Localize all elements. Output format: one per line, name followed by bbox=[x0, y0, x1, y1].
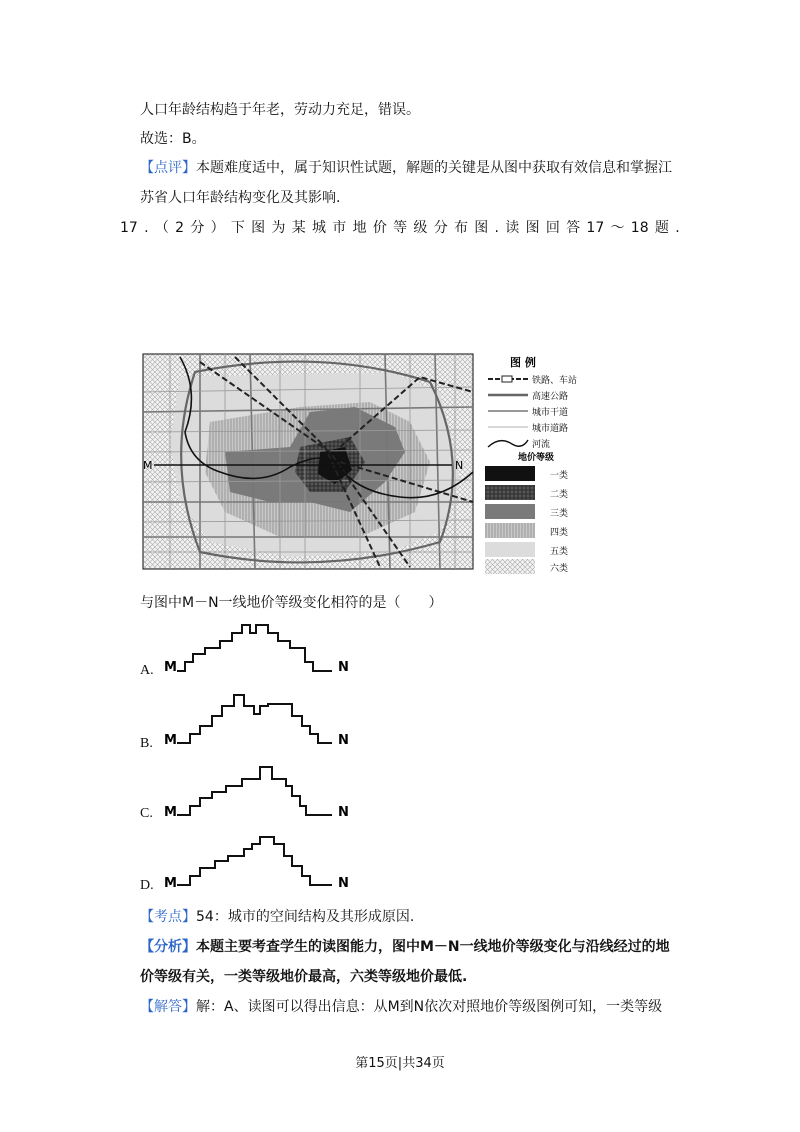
q17-char: 某 bbox=[291, 220, 306, 236]
kaodian-tag: 【考点】 bbox=[140, 909, 196, 925]
q17-char: ～ bbox=[610, 220, 625, 236]
option-a-line bbox=[177, 625, 332, 671]
legend-grade-5: 五类 bbox=[550, 547, 569, 557]
legend-grade-6: 六类 bbox=[550, 564, 569, 574]
fenxi-text-1: 本题主要考查学生的读图能力，图中M－N一线地价等级变化与沿线经过的地 bbox=[196, 939, 670, 955]
option-c-m: M bbox=[164, 805, 177, 820]
option-b-m: M bbox=[164, 733, 177, 748]
option-b-label[interactable]: B. bbox=[140, 736, 153, 751]
legend-arterial: 城市干道 bbox=[532, 408, 569, 418]
q17-char: （ bbox=[154, 220, 169, 236]
question-prompt: 与图中M－N一线地价等级变化相符的是（ ） bbox=[140, 595, 443, 611]
q17-char: . bbox=[144, 220, 149, 236]
option-a-profile[interactable] bbox=[160, 616, 360, 678]
map-legend bbox=[485, 355, 577, 574]
question-17-heading bbox=[120, 218, 680, 238]
q17-char: 17 bbox=[120, 220, 138, 236]
option-b-n: N bbox=[338, 733, 349, 748]
q17-char: 图 bbox=[525, 220, 540, 236]
text-line-4: 苏省人口年龄结构变化及其影响. bbox=[140, 190, 341, 206]
option-c-profile[interactable] bbox=[160, 760, 360, 822]
q17-char: 18 bbox=[630, 220, 649, 236]
q17-char: 等 bbox=[393, 220, 408, 236]
q17-char: 城 bbox=[312, 220, 327, 236]
option-c-label[interactable]: C. bbox=[140, 806, 153, 821]
fenxi-line-1 bbox=[140, 937, 670, 957]
jieda-text: 解：A、读图可以得出信息：从M到N依次对照地价等级图例可知，一类等级 bbox=[196, 999, 663, 1015]
legend-river: 河流 bbox=[532, 440, 551, 450]
dianping-tag: 【点评】 bbox=[140, 160, 196, 176]
fenxi-line-2: 价等级有关，一类等级地价最高，六类等级地价最低. bbox=[140, 969, 468, 985]
option-d-n: N bbox=[338, 876, 349, 891]
q17-char: . bbox=[675, 220, 680, 236]
option-a-label[interactable]: A. bbox=[140, 663, 154, 678]
text-line-3 bbox=[140, 158, 672, 178]
q17-char: . bbox=[494, 220, 499, 236]
option-d-label[interactable]: D. bbox=[140, 878, 154, 893]
option-b-line bbox=[177, 695, 332, 743]
q17-char: 市 bbox=[332, 220, 347, 236]
legend-grade-1: 一类 bbox=[550, 471, 569, 481]
jieda-tag: 【解答】 bbox=[140, 999, 196, 1015]
jieda-line bbox=[140, 997, 662, 1017]
legend-city-road: 城市道路 bbox=[532, 424, 569, 434]
q17-char: 价 bbox=[372, 220, 387, 236]
q17-char: 2 bbox=[175, 220, 185, 236]
option-b-profile[interactable] bbox=[160, 688, 360, 750]
text-line-1: 人口年龄结构趋于年老，劳动力充足，错误。 bbox=[140, 102, 420, 118]
q17-char: 答 bbox=[566, 220, 581, 236]
option-c-line bbox=[177, 767, 332, 815]
option-c-n: N bbox=[338, 805, 349, 820]
map-label-n: N bbox=[455, 459, 464, 472]
q17-char: 地 bbox=[352, 220, 367, 236]
legend-railway: 铁路、车站 bbox=[532, 376, 578, 386]
option-a-m: M bbox=[164, 660, 177, 675]
page-footer: 第15页|共34页 bbox=[355, 1056, 445, 1071]
q17-char: 为 bbox=[271, 220, 286, 236]
legend-grade-4: 四类 bbox=[550, 528, 569, 538]
legend-grade-2: 二类 bbox=[550, 490, 569, 500]
q17-char: 分 bbox=[190, 220, 205, 236]
text-line-2: 故选：B。 bbox=[140, 131, 206, 147]
q17-char: 回 bbox=[545, 220, 560, 236]
fenxi-tag: 【分析】 bbox=[140, 939, 196, 955]
legend-highway: 高速公路 bbox=[532, 392, 569, 402]
q17-char: 17 bbox=[586, 220, 605, 236]
map-label-m: M bbox=[143, 459, 153, 472]
q17-char: 分 bbox=[433, 220, 448, 236]
legend-title: 图 例 bbox=[510, 356, 536, 369]
q17-char: 图 bbox=[251, 220, 266, 236]
option-a-n: N bbox=[338, 660, 349, 675]
q17-char: ） bbox=[210, 220, 225, 236]
land-price-map bbox=[140, 352, 620, 577]
option-d-profile[interactable] bbox=[160, 830, 360, 892]
kaodian-line bbox=[140, 907, 414, 927]
q17-char: 级 bbox=[413, 220, 428, 236]
option-d-line bbox=[177, 837, 332, 885]
kaodian-text: 54：城市的空间结构及其形成原因. bbox=[196, 909, 415, 925]
option-d-m: M bbox=[164, 876, 177, 891]
q17-char: 布 bbox=[453, 220, 468, 236]
legend-grade-3: 三类 bbox=[550, 509, 569, 519]
legend-grade-title: 地价等级 bbox=[518, 453, 555, 463]
q17-char: 下 bbox=[230, 220, 245, 236]
q17-char: 图 bbox=[474, 220, 489, 236]
q17-char: 题 bbox=[654, 220, 669, 236]
q17-char: 读 bbox=[505, 220, 520, 236]
dianping-text: 本题难度适中，属于知识性试题，解题的关键是从图中获取有效信息和掌握江 bbox=[196, 160, 672, 176]
